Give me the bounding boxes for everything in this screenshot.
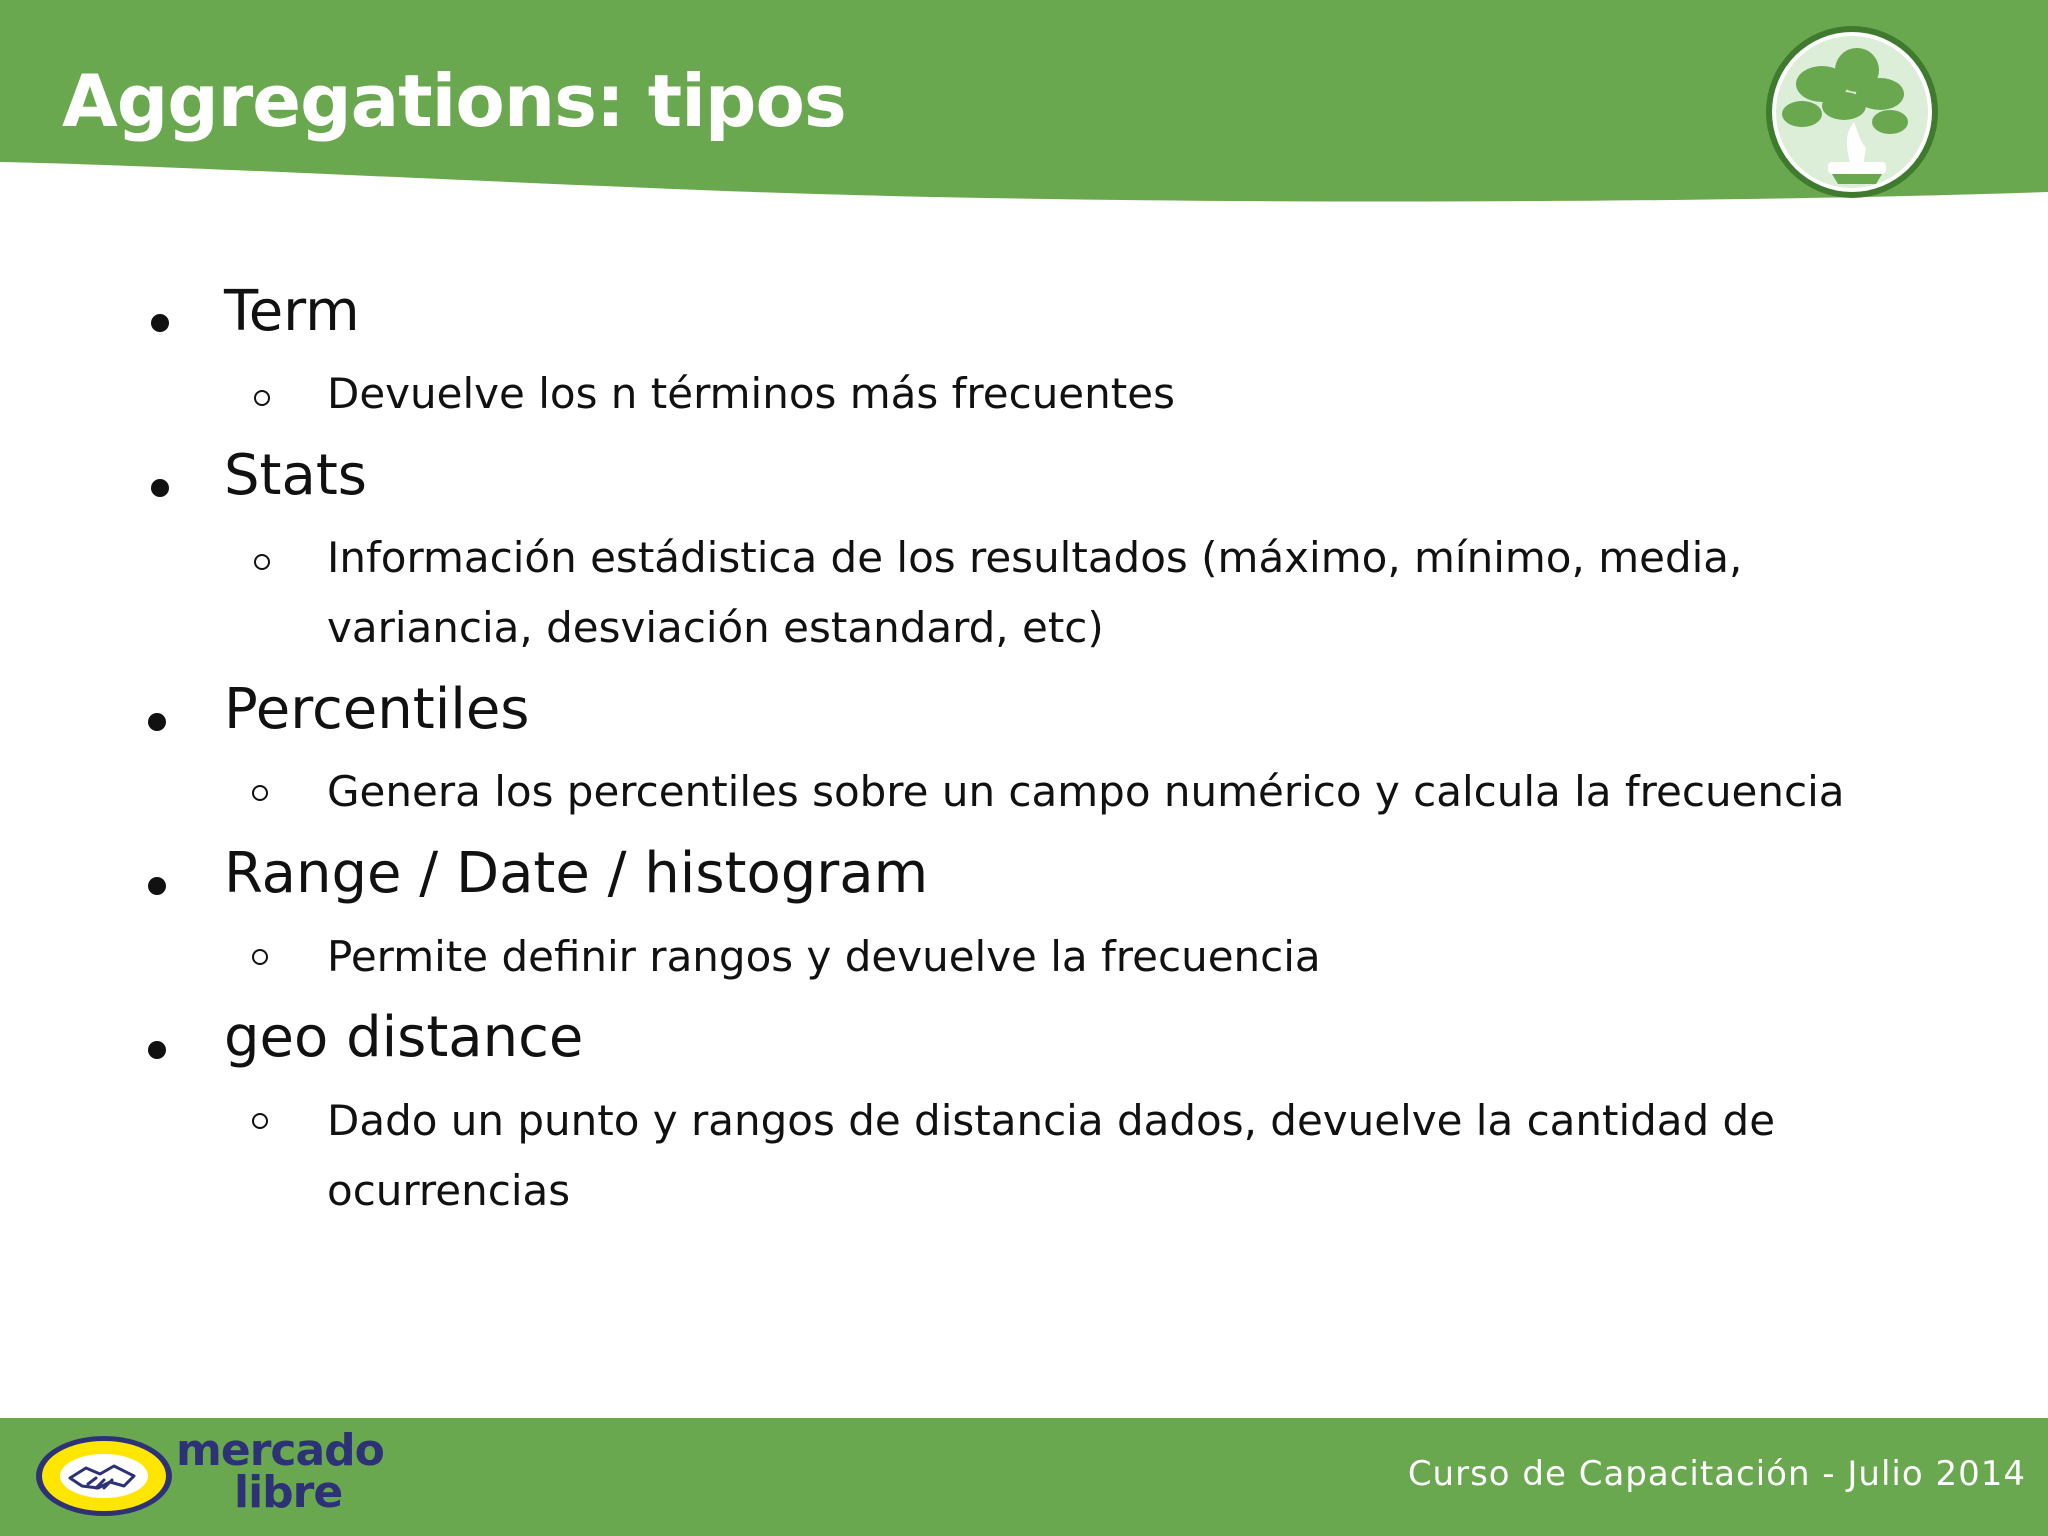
item-term-detail: Devuelve los n términos más frecuentes bbox=[327, 369, 1175, 418]
item-range-detail: Permite definir rangos y devuelve la frecuencia bbox=[327, 932, 1321, 981]
bullet-dot bbox=[148, 713, 166, 731]
item-geo-detail-1: Dado un punto y rangos de distancia dados, devuelve la cantidad de bbox=[327, 1096, 1776, 1145]
bullet-dot bbox=[151, 314, 169, 332]
brand-line-1: mercado bbox=[176, 1425, 384, 1476]
item-geo-distance: geo distance bbox=[224, 1005, 584, 1070]
item-stats: Stats bbox=[224, 443, 367, 508]
item-percentiles: Percentiles bbox=[224, 677, 530, 742]
item-geo-detail-2: ocurrencias bbox=[327, 1166, 571, 1215]
item-stats-detail-1: Información estádistica de los resultados (máximo, mínimo, media, bbox=[327, 533, 1743, 582]
slide-title: Aggregations: tipos bbox=[62, 59, 846, 143]
item-term: Term bbox=[224, 279, 360, 344]
bullet-dot bbox=[151, 479, 169, 497]
item-range: Range / Date / histogram bbox=[224, 841, 929, 906]
bullet-ring bbox=[254, 390, 270, 406]
bullet-ring bbox=[252, 785, 268, 801]
item-stats-detail-2: variancia, desviación estandard, etc) bbox=[327, 603, 1104, 652]
bullet-dot bbox=[148, 1041, 166, 1059]
bullet-dot bbox=[148, 877, 166, 895]
footer-caption: Curso de Capacitación - Julio 2014 bbox=[1407, 1454, 2026, 1494]
brand-line-2: libre bbox=[234, 1467, 343, 1518]
bullet-ring bbox=[252, 949, 268, 965]
bullet-ring bbox=[252, 1113, 268, 1129]
brand-wordmark bbox=[176, 1425, 416, 1518]
bullet-ring bbox=[254, 554, 270, 570]
item-percentiles-detail: Genera los percentiles sobre un campo numérico y calcula la frecuencia bbox=[327, 767, 1845, 816]
